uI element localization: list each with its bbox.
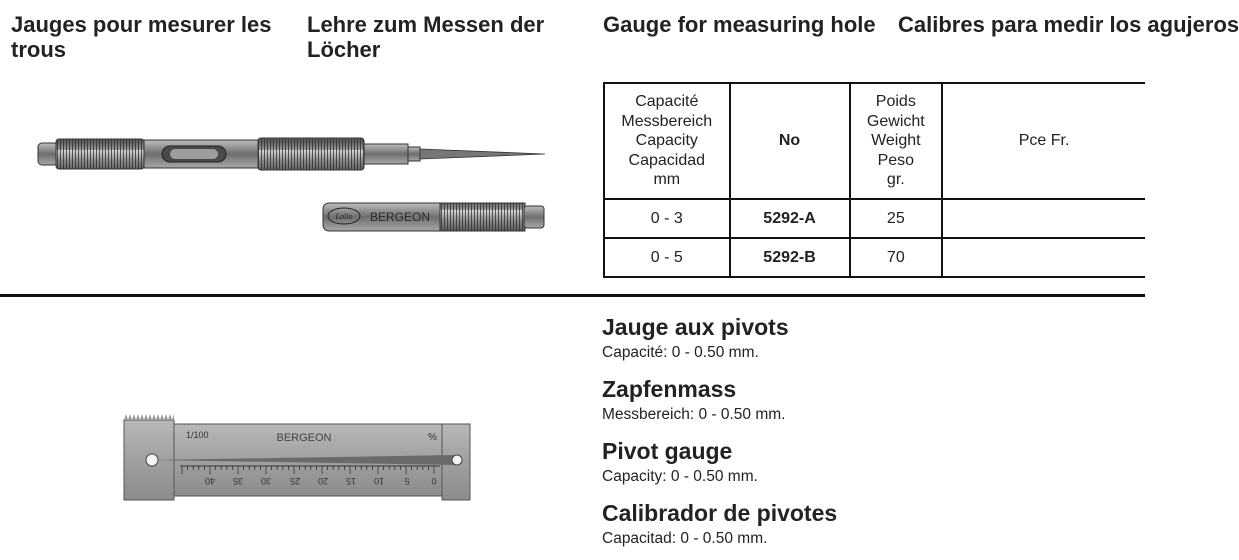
header-capacity-unit: mm [653,171,681,189]
scale-label: 5 [404,476,410,486]
product-sub-fr: Capacité: 0 - 0.50 mm. [602,344,759,361]
cell-no: 5292-B [730,238,850,277]
cell-price [942,238,1145,277]
header-weight [850,83,943,199]
spec-table [603,82,1145,278]
cell-weight: 25 [850,199,943,238]
header-weight-fr: Poids [875,93,916,111]
gauge-unit: % [428,432,437,443]
header-weight-en: Weight [871,132,921,150]
product-sub-de: Messbereich: 0 - 0.50 mm. [602,406,786,423]
header-capacity-de: Messbereich [621,112,713,130]
header-weight-es: Peso [877,151,915,169]
scale-label: 40 [204,476,216,486]
header-weight-de: Gewicht [866,112,925,130]
heading-english: Gauge for measuring hole [603,12,876,37]
header-price: Pce Fr. [942,83,1145,199]
cell-no: 5292-A [730,199,850,238]
header-capacity-fr: Capacité [635,93,699,111]
section-divider [0,294,1145,297]
scale-label: 15 [345,476,357,486]
cell-price [942,199,1145,238]
product-title-fr: Jauge aux pivots [602,314,789,340]
table-row [604,199,1145,238]
scale-label: 35 [232,476,244,486]
gauge-brand: BERGEON [276,432,332,444]
table-row [604,238,1145,277]
header-capacity [604,83,730,199]
product-title-en: Pivot gauge [602,438,733,464]
header-no: No [730,83,850,199]
product-title-de: Zapfenmass [602,376,737,402]
scale-label: 25 [289,476,301,486]
header-weight-unit: gr. [886,171,905,189]
cell-capacity: 0 - 5 [604,238,730,277]
gauge-ratio: 1/100 [186,430,209,440]
cap-brand: BERGEON [369,210,431,224]
heading-german: Lehre zum Messen der Löcher [307,12,545,62]
heading-french: Jauges pour mesurer les trous [11,12,272,62]
product-title-es: Calibrador de pivotes [602,500,838,526]
scale-label: 30 [260,476,272,486]
scale-label: 10 [373,476,385,486]
pivot-gauge-image [120,408,480,508]
cell-weight: 70 [850,238,943,277]
product-sub-en: Capacity: 0 - 0.50 mm. [602,468,758,485]
header-capacity-en: Capacity [635,132,698,150]
cell-capacity: 0 - 3 [604,199,730,238]
cap-logo: Lolio [335,212,353,221]
scale-label: 0 [431,476,437,486]
product-sub-es: Capacitad: 0 - 0.50 mm. [602,530,768,547]
table-header-row [604,83,1145,199]
heading-spanish: Calibres para medir los agujeros [898,12,1239,37]
header-capacity-es: Capacidad [628,151,706,169]
scale-label: 20 [317,476,329,486]
hole-gauge-image [30,120,560,240]
